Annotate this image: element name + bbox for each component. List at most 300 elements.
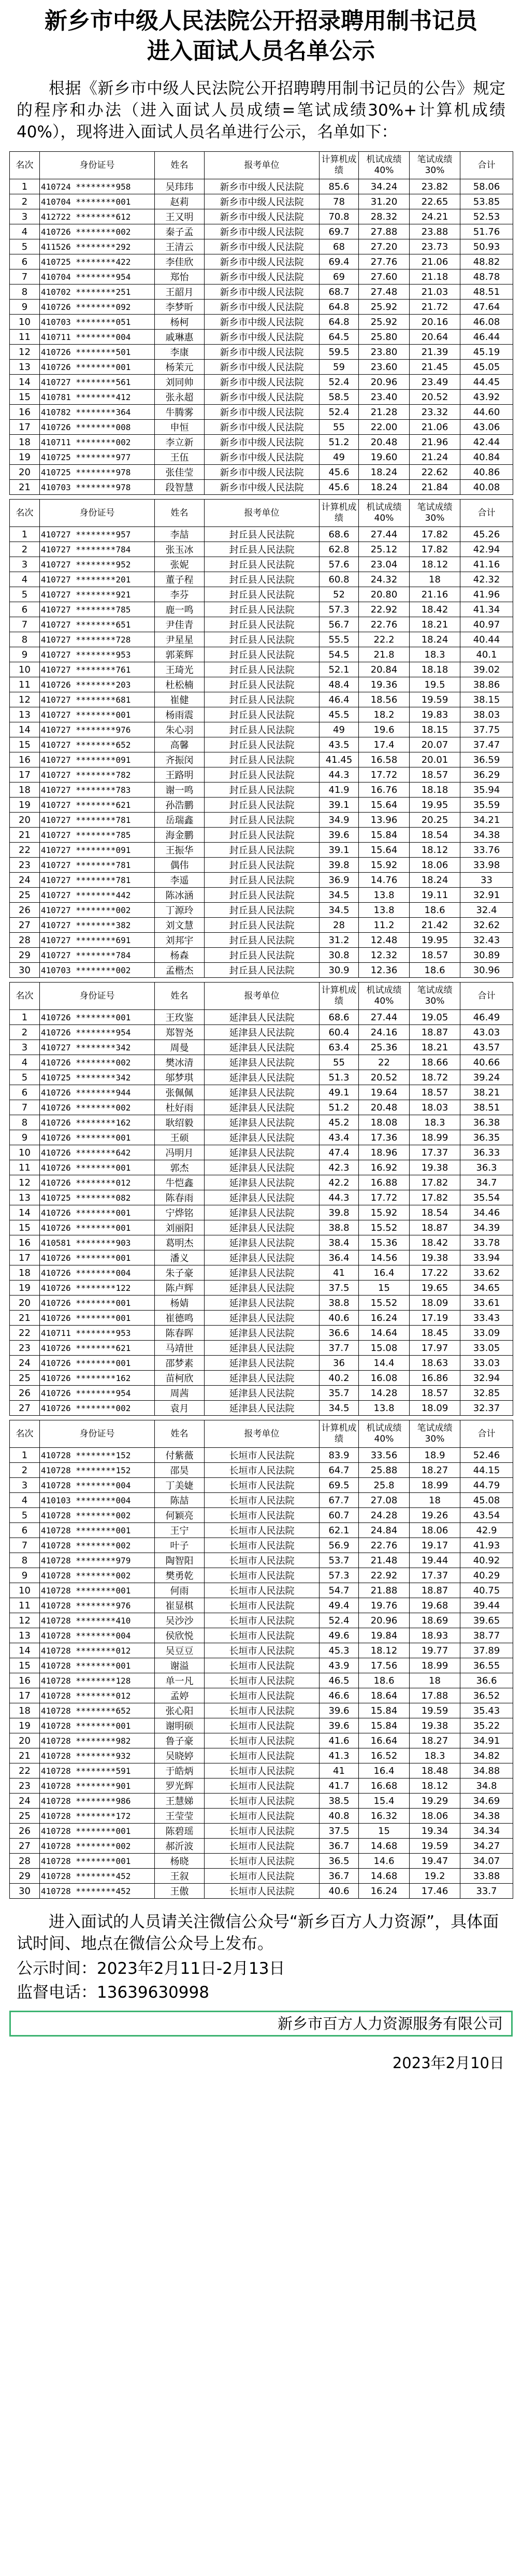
table-row <box>10 1658 513 1673</box>
cell-unit: 封丘县人民法院 <box>205 677 320 692</box>
cell-wr30: 23.82 <box>410 179 460 194</box>
cell-pc40: 17.56 <box>359 1658 410 1673</box>
cell-no: 5 <box>10 587 40 602</box>
cell-total: 34.91 <box>460 1733 513 1748</box>
cell-id: 410727 ********651 <box>40 617 155 632</box>
cell-total: 43.03 <box>460 1025 513 1040</box>
cell-comp: 51.2 <box>320 1100 359 1115</box>
cell-comp: 30.8 <box>320 948 359 963</box>
cell-total: 42.9 <box>460 1523 513 1538</box>
cell-wr30: 20.07 <box>410 737 460 752</box>
cell-unit: 封丘县人民法院 <box>205 707 320 722</box>
cell-id: 410727 ********342 <box>40 1040 155 1055</box>
cell-wr30: 18.12 <box>410 1778 460 1794</box>
column-header-wr30: 笔试成绩30% <box>410 152 460 179</box>
cell-name: 朱心羽 <box>155 722 205 737</box>
cell-id: 410728 ********986 <box>40 1794 155 1809</box>
cell-no: 16 <box>10 752 40 767</box>
cell-pc40: 14.6 <box>359 1854 410 1869</box>
cell-name: 张妮 <box>155 557 205 572</box>
cell-id: 410727 ********781 <box>40 858 155 873</box>
cell-total: 33.43 <box>460 1311 513 1326</box>
cell-name: 杜好雨 <box>155 1100 205 1115</box>
cell-wr30: 18.66 <box>410 1055 460 1070</box>
cell-no: 30 <box>10 1884 40 1899</box>
cell-pc40: 25.92 <box>359 300 410 315</box>
cell-no: 10 <box>10 1145 40 1160</box>
cell-unit: 新乡市中级人民法院 <box>205 450 320 465</box>
cell-total: 33.09 <box>460 1326 513 1341</box>
cell-comp: 64.8 <box>320 315 359 330</box>
cell-pc40: 25.36 <box>359 1040 410 1055</box>
cell-wr30: 18.93 <box>410 1628 460 1643</box>
cell-pc40: 25.8 <box>359 1478 410 1493</box>
cell-comp: 60.7 <box>320 1508 359 1523</box>
cell-id: 410704 ********001 <box>40 194 155 209</box>
cell-wr30: 18.42 <box>410 1235 460 1250</box>
cell-comp: 30.9 <box>320 963 359 978</box>
cell-id: 410727 ********953 <box>40 647 155 662</box>
cell-name: 陈春晖 <box>155 1326 205 1341</box>
table-row <box>10 284 513 300</box>
cell-comp: 38.5 <box>320 1794 359 1809</box>
cell-name: 马靖世 <box>155 1341 205 1356</box>
table-row <box>10 1100 513 1115</box>
cell-name: 高馨 <box>155 737 205 752</box>
cell-pc40: 15.36 <box>359 1235 410 1250</box>
cell-wr30: 23.49 <box>410 375 460 390</box>
cell-no: 5 <box>10 1070 40 1085</box>
column-header-unit: 报考单位 <box>205 152 320 179</box>
cell-name: 侯欣悦 <box>155 1628 205 1643</box>
cell-total: 34.34 <box>460 1824 513 1839</box>
cell-unit: 延津县人民法院 <box>205 1040 320 1055</box>
cell-id: 410727 ********442 <box>40 888 155 903</box>
table-row <box>10 903 513 918</box>
cell-unit: 新乡市中级人民法院 <box>205 315 320 330</box>
cell-wr30: 17.82 <box>410 542 460 557</box>
cell-pc40: 20.84 <box>359 662 410 677</box>
cell-unit: 封丘县人民法院 <box>205 918 320 933</box>
cell-no: 2 <box>10 194 40 209</box>
cell-wr30: 17.82 <box>410 527 460 542</box>
cell-wr30: 21.06 <box>410 420 460 435</box>
cell-id: 410728 ********001 <box>40 1523 155 1538</box>
cell-no: 17 <box>10 1688 40 1703</box>
cell-no: 25 <box>10 888 40 903</box>
cell-comp: 45.5 <box>320 707 359 722</box>
cell-unit: 延津县人民法院 <box>205 1311 320 1326</box>
cell-id: 410726 ********621 <box>40 1341 155 1356</box>
table-row <box>10 1854 513 1869</box>
cell-pc40: 20.48 <box>359 1100 410 1115</box>
table-row <box>10 1265 513 1280</box>
cell-wr30: 19.95 <box>410 798 460 813</box>
cell-pc40: 21.88 <box>359 1583 410 1598</box>
cell-pc40: 23.60 <box>359 360 410 375</box>
cell-name: 鲁子豪 <box>155 1733 205 1748</box>
table-row <box>10 269 513 284</box>
cell-pc40: 27.60 <box>359 269 410 284</box>
cell-total: 36.6 <box>460 1673 513 1688</box>
table-row <box>10 254 513 269</box>
cell-pc40: 16.64 <box>359 1733 410 1748</box>
cell-wr30: 17.82 <box>410 1175 460 1190</box>
cell-no: 2 <box>10 1463 40 1478</box>
cell-total: 33.98 <box>460 858 513 873</box>
cell-wr30: 18.15 <box>410 722 460 737</box>
cell-comp: 56.9 <box>320 1538 359 1553</box>
cell-pc40: 21.28 <box>359 405 410 420</box>
cell-wr30: 19.65 <box>410 1280 460 1296</box>
cell-name: 崔显棋 <box>155 1598 205 1613</box>
cell-pc40: 18.6 <box>359 1673 410 1688</box>
cell-name: 王玫鉴 <box>155 1010 205 1025</box>
cell-pc40: 16.58 <box>359 752 410 767</box>
cell-unit: 长垣市人民法院 <box>205 1673 320 1688</box>
cell-pc40: 15.64 <box>359 798 410 813</box>
cell-total: 43.57 <box>460 1040 513 1055</box>
cell-unit: 延津县人民法院 <box>205 1326 320 1341</box>
cell-unit: 延津县人民法院 <box>205 1356 320 1371</box>
cell-unit: 封丘县人民法院 <box>205 873 320 888</box>
cell-comp: 52 <box>320 587 359 602</box>
cell-no: 9 <box>10 1130 40 1145</box>
table-row <box>10 1160 513 1175</box>
cell-wr30: 18.12 <box>410 843 460 858</box>
cell-name: 王韶月 <box>155 284 205 300</box>
cell-no: 6 <box>10 602 40 617</box>
column-header-name: 姓名 <box>155 983 205 1010</box>
cell-no: 16 <box>10 405 40 420</box>
cell-wr30: 18.57 <box>410 948 460 963</box>
cell-total: 46.08 <box>460 315 513 330</box>
cell-unit: 长垣市人民法院 <box>205 1854 320 1869</box>
cell-wr30: 23.73 <box>410 239 460 254</box>
cell-pc40: 21.8 <box>359 647 410 662</box>
cell-unit: 新乡市中级人民法院 <box>205 330 320 345</box>
table-header-row <box>10 152 513 179</box>
cell-no: 20 <box>10 465 40 480</box>
cell-name: 李遥 <box>155 873 205 888</box>
table-row <box>10 1115 513 1130</box>
cell-pc40: 12.36 <box>359 963 410 978</box>
cell-wr30: 19.77 <box>410 1643 460 1658</box>
cell-total: 40.84 <box>460 450 513 465</box>
cell-no: 15 <box>10 1658 40 1673</box>
cell-total: 52.53 <box>460 209 513 224</box>
cell-name: 邵梦素 <box>155 1356 205 1371</box>
cell-wr30: 18.3 <box>410 647 460 662</box>
cell-comp: 49.1 <box>320 1085 359 1100</box>
cell-name: 王宁 <box>155 1523 205 1538</box>
cell-id: 410726 ********203 <box>40 677 155 692</box>
cell-total: 46.44 <box>460 330 513 345</box>
cell-id: 410727 ********002 <box>40 903 155 918</box>
cell-total: 34.7 <box>460 1175 513 1190</box>
cell-no: 14 <box>10 1643 40 1658</box>
cell-wr30: 18.48 <box>410 1763 460 1778</box>
table-row <box>10 963 513 978</box>
cell-total: 38.77 <box>460 1628 513 1643</box>
cell-total: 46.49 <box>460 1010 513 1025</box>
column-header-pc40: 机试成绩40% <box>359 983 410 1010</box>
column-header-name: 姓名 <box>155 500 205 527</box>
column-header-unit: 报考单位 <box>205 500 320 527</box>
cell-total: 35.22 <box>460 1718 513 1733</box>
cell-total: 48.51 <box>460 284 513 300</box>
cell-no: 24 <box>10 873 40 888</box>
cell-comp: 69.7 <box>320 224 359 239</box>
cell-comp: 43.9 <box>320 1658 359 1673</box>
cell-no: 21 <box>10 828 40 843</box>
table-row <box>10 1326 513 1341</box>
period-value: 2023年2月11日-2月13日 <box>97 1959 285 1978</box>
cell-comp: 60.8 <box>320 572 359 587</box>
cell-pc40: 15 <box>359 1280 410 1296</box>
cell-id: 410728 ********001 <box>40 1854 155 1869</box>
cell-comp: 39.6 <box>320 828 359 843</box>
cell-no: 19 <box>10 450 40 465</box>
table-row <box>10 707 513 722</box>
cell-pc40: 16.92 <box>359 1160 410 1175</box>
cell-pc40: 22 <box>359 1055 410 1070</box>
cell-comp: 69 <box>320 269 359 284</box>
cell-id: 410726 ********944 <box>40 1085 155 1100</box>
cell-unit: 封丘县人民法院 <box>205 602 320 617</box>
cell-wr30: 18.57 <box>410 767 460 782</box>
cell-id: 410728 ********001 <box>40 1824 155 1839</box>
cell-name: 申恒 <box>155 420 205 435</box>
cell-pc40: 19.36 <box>359 677 410 692</box>
cell-name: 陈春雨 <box>155 1190 205 1205</box>
cell-total: 45.19 <box>460 345 513 360</box>
cell-no: 18 <box>10 1703 40 1718</box>
cell-comp: 38.8 <box>320 1220 359 1235</box>
table-row <box>10 1493 513 1508</box>
cell-pc40: 15.84 <box>359 1718 410 1733</box>
table-row <box>10 933 513 948</box>
cell-comp: 45.6 <box>320 480 359 495</box>
cell-id: 410728 ********452 <box>40 1869 155 1884</box>
cell-name: 李梦昕 <box>155 300 205 315</box>
table-row <box>10 239 513 254</box>
cell-no: 18 <box>10 1265 40 1280</box>
cell-no: 14 <box>10 1205 40 1220</box>
cell-pc40: 18.08 <box>359 1115 410 1130</box>
cell-wr30: 17.88 <box>410 1688 460 1703</box>
cell-pc40: 16.24 <box>359 1311 410 1326</box>
cell-wr30: 17.37 <box>410 1568 460 1583</box>
cell-total: 45.26 <box>460 527 513 542</box>
table-row <box>10 1280 513 1296</box>
roster-table-4 <box>9 1420 513 1899</box>
cell-total: 34.39 <box>460 1220 513 1235</box>
cell-comp: 85.6 <box>320 179 359 194</box>
cell-wr30: 19.38 <box>410 1250 460 1265</box>
cell-comp: 67.7 <box>320 1493 359 1508</box>
cell-pc40: 16.52 <box>359 1748 410 1763</box>
cell-wr30: 21.06 <box>410 254 460 269</box>
cell-pc40: 27.48 <box>359 284 410 300</box>
cell-wr30: 18.18 <box>410 782 460 798</box>
cell-name: 潘义 <box>155 1250 205 1265</box>
cell-total: 40.44 <box>460 632 513 647</box>
table-row <box>10 435 513 450</box>
cell-total: 34.65 <box>460 1280 513 1296</box>
cell-total: 35.43 <box>460 1703 513 1718</box>
cell-pc40: 27.20 <box>359 239 410 254</box>
cell-wr30: 18.24 <box>410 632 460 647</box>
cell-unit: 长垣市人民法院 <box>205 1824 320 1839</box>
cell-pc40: 17.72 <box>359 1190 410 1205</box>
cell-total: 44.15 <box>460 1463 513 1478</box>
cell-wr30: 19.38 <box>410 1718 460 1733</box>
cell-unit: 长垣市人民法院 <box>205 1643 320 1658</box>
column-header-id: 身份证号 <box>40 983 155 1010</box>
cell-unit: 新乡市中级人民法院 <box>205 284 320 300</box>
column-header-comp: 计算机成绩 <box>320 500 359 527</box>
cell-name: 刘同帅 <box>155 375 205 390</box>
table-row <box>10 1673 513 1688</box>
cell-pc40: 16.4 <box>359 1763 410 1778</box>
cell-pc40: 22.76 <box>359 1538 410 1553</box>
cell-comp: 39.8 <box>320 1205 359 1220</box>
cell-name: 刘邦宇 <box>155 933 205 948</box>
cell-wr30: 18.99 <box>410 1478 460 1493</box>
cell-comp: 53.7 <box>320 1553 359 1568</box>
cell-unit: 新乡市中级人民法院 <box>205 254 320 269</box>
cell-wr30: 17.37 <box>410 1145 460 1160</box>
table-row <box>10 948 513 963</box>
cell-no: 23 <box>10 858 40 873</box>
cell-id: 410727 ********781 <box>40 813 155 828</box>
cell-pc40: 13.96 <box>359 813 410 828</box>
cell-total: 41.96 <box>460 587 513 602</box>
cell-id: 410728 ********001 <box>40 1583 155 1598</box>
cell-unit: 封丘县人民法院 <box>205 692 320 707</box>
cell-pc40: 22.92 <box>359 1568 410 1583</box>
cell-total: 30.96 <box>460 963 513 978</box>
table-row <box>10 1055 513 1070</box>
cell-pc40: 23.40 <box>359 390 410 405</box>
cell-unit: 封丘县人民法院 <box>205 782 320 798</box>
cell-pc40: 28.32 <box>359 209 410 224</box>
cell-comp: 38.4 <box>320 1235 359 1250</box>
cell-pc40: 19.76 <box>359 1598 410 1613</box>
cell-id: 410728 ********012 <box>40 1643 155 1658</box>
cell-comp: 36.5 <box>320 1854 359 1869</box>
cell-pc40: 25.88 <box>359 1463 410 1478</box>
cell-comp: 41.45 <box>320 752 359 767</box>
cell-no: 15 <box>10 390 40 405</box>
cell-wr30: 22.65 <box>410 194 460 209</box>
cell-wr30: 21.39 <box>410 345 460 360</box>
table-row <box>10 1718 513 1733</box>
cell-pc40: 21.48 <box>359 1553 410 1568</box>
cell-pc40: 22.00 <box>359 420 410 435</box>
cell-id: 410728 ********004 <box>40 1478 155 1493</box>
cell-wr30: 19.26 <box>410 1508 460 1523</box>
cell-total: 38.51 <box>460 1100 513 1115</box>
cell-no: 17 <box>10 767 40 782</box>
cell-unit: 新乡市中级人民法院 <box>205 179 320 194</box>
cell-id: 410727 ********652 <box>40 737 155 752</box>
cell-unit: 延津县人民法院 <box>205 1386 320 1401</box>
cell-comp: 59 <box>320 360 359 375</box>
cell-total: 36.59 <box>460 752 513 767</box>
cell-id: 410726 ********001 <box>40 1205 155 1220</box>
cell-wr30: 19.05 <box>410 1010 460 1025</box>
cell-id: 410724 ********958 <box>40 179 155 194</box>
cell-name: 董子程 <box>155 572 205 587</box>
table-row <box>10 179 513 194</box>
cell-name: 何雨 <box>155 1583 205 1598</box>
table-row <box>10 542 513 557</box>
cell-name: 杨晓 <box>155 1854 205 1869</box>
table-row <box>10 315 513 330</box>
cell-no: 4 <box>10 1493 40 1508</box>
cell-comp: 41.6 <box>320 1733 359 1748</box>
cell-wr30: 18.54 <box>410 828 460 843</box>
cell-unit: 封丘县人民法院 <box>205 557 320 572</box>
cell-pc40: 17.4 <box>359 737 410 752</box>
cell-name: 丁美婕 <box>155 1478 205 1493</box>
cell-unit: 封丘县人民法院 <box>205 647 320 662</box>
table-row <box>10 1205 513 1220</box>
cell-id: 410727 ********976 <box>40 722 155 737</box>
cell-comp: 28 <box>320 918 359 933</box>
cell-name: 张永超 <box>155 390 205 405</box>
cell-comp: 41.9 <box>320 782 359 798</box>
cell-unit: 新乡市中级人民法院 <box>205 239 320 254</box>
cell-unit: 封丘县人民法院 <box>205 903 320 918</box>
cell-unit: 延津县人民法院 <box>205 1115 320 1130</box>
cell-no: 13 <box>10 360 40 375</box>
cell-unit: 新乡市中级人民法院 <box>205 480 320 495</box>
cell-no: 8 <box>10 284 40 300</box>
cell-no: 18 <box>10 435 40 450</box>
cell-total: 34.21 <box>460 813 513 828</box>
cell-unit: 封丘县人民法院 <box>205 542 320 557</box>
table-row <box>10 480 513 495</box>
cell-no: 1 <box>10 1010 40 1025</box>
cell-id: 410725 ********082 <box>40 1190 155 1205</box>
cell-unit: 长垣市人民法院 <box>205 1733 320 1748</box>
cell-id: 410728 ********901 <box>40 1778 155 1794</box>
cell-wr30: 18.42 <box>410 602 460 617</box>
column-header-pc40: 机试成绩40% <box>359 500 410 527</box>
table-row <box>10 1175 513 1190</box>
cell-id: 410728 ********002 <box>40 1839 155 1854</box>
cell-no: 8 <box>10 1553 40 1568</box>
cell-no: 4 <box>10 224 40 239</box>
cell-comp: 78 <box>320 194 359 209</box>
cell-no: 26 <box>10 1386 40 1401</box>
cell-total: 36.3 <box>460 1160 513 1175</box>
cell-id: 410703 ********978 <box>40 480 155 495</box>
cell-unit: 延津县人民法院 <box>205 1371 320 1386</box>
cell-comp: 68.6 <box>320 527 359 542</box>
cell-unit: 封丘县人民法院 <box>205 828 320 843</box>
cell-total: 36.55 <box>460 1658 513 1673</box>
supervision-phone <box>17 1982 505 2003</box>
section-gap <box>9 495 513 499</box>
cell-id: 410704 ********954 <box>40 269 155 284</box>
cell-wr30: 18.18 <box>410 662 460 677</box>
cell-wr30: 18.06 <box>410 1523 460 1538</box>
cell-no: 12 <box>10 692 40 707</box>
